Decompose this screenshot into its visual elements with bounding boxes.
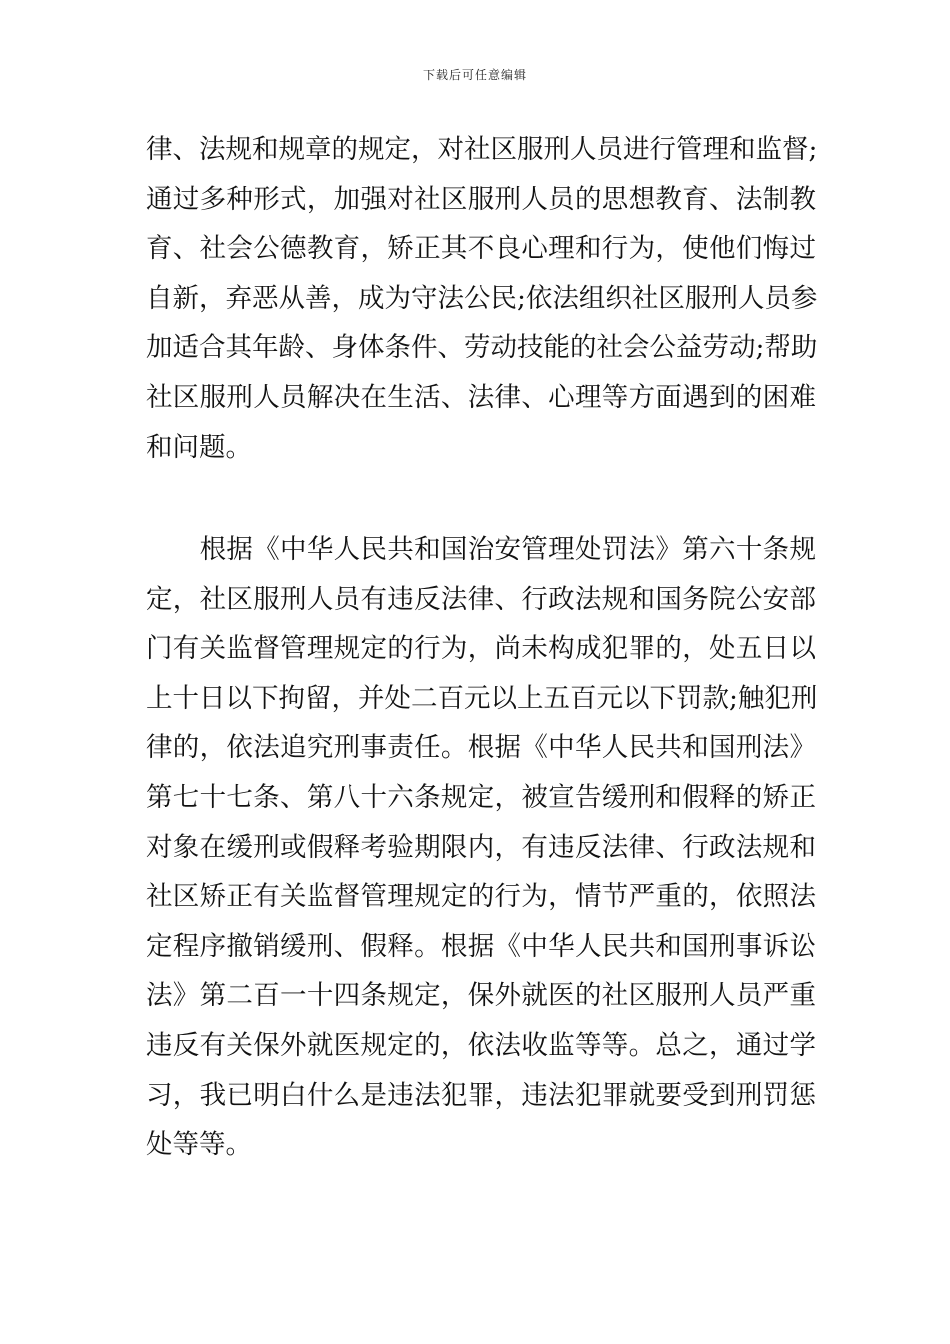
text-line: 社区矫正有关监督管理规定的行为，情节严重的，依照法 <box>146 881 816 913</box>
text-line: 律的，依法追究刑事责任。根据《中华人民共和国刑法》 <box>146 732 816 764</box>
text-line: 习，我已明白什么是违法犯罪，违法犯罪就要受到刑罚惩 <box>146 1079 816 1111</box>
text-line: 和问题。 <box>146 431 252 463</box>
text-line: 处等等。 <box>146 1129 252 1161</box>
text-line: 根据《中华人民共和国治安管理处罚法》第六十条规 <box>146 534 816 565</box>
paragraph-1 <box>146 125 816 472</box>
text-line: 自新，弃恶从善，成为守法公民;依法组织社区服刑人员参 <box>146 282 818 314</box>
paragraph-2 <box>146 525 816 1170</box>
text-line: 法》第二百一十四条规定，保外就医的社区服刑人员严重 <box>146 980 816 1012</box>
text-line: 律、法规和规章的规定，对社区服刑人员进行管理和监督; <box>146 134 818 165</box>
text-line: 加适合其年龄、身体条件、劳动技能的社会公益劳动;帮助 <box>146 332 818 364</box>
text-line: 第七十七条、第八十六条规定，被宣告缓刑和假释的矫正 <box>146 781 816 813</box>
text-line: 门有关监督管理规定的行为，尚未构成犯罪的，处五日以 <box>146 633 816 665</box>
text-line: 育、社会公德教育，矫正其不良心理和行为，使他们悔过 <box>146 233 816 265</box>
text-line: 定程序撤销缓刑、假释。根据《中华人民共和国刑事诉讼 <box>146 930 816 962</box>
text-line: 上十日以下拘留，并处二百元以上五百元以下罚款;触犯刑 <box>146 682 818 714</box>
text-line: 对象在缓刑或假释考验期限内，有违反法律、行政法规和 <box>146 831 816 863</box>
header-note: 下载后可任意编辑 <box>422 68 527 82</box>
text-line: 社区服刑人员解决在生活、法律、心理等方面遇到的困难 <box>146 381 816 413</box>
text-line: 通过多种形式，加强对社区服刑人员的思想教育、法制教 <box>146 183 816 215</box>
text-line: 定，社区服刑人员有违反法律、行政法规和国务院公安部 <box>146 583 816 615</box>
text-line: 违反有关保外就医规定的，依法收监等等。总之，通过学 <box>146 1029 816 1061</box>
